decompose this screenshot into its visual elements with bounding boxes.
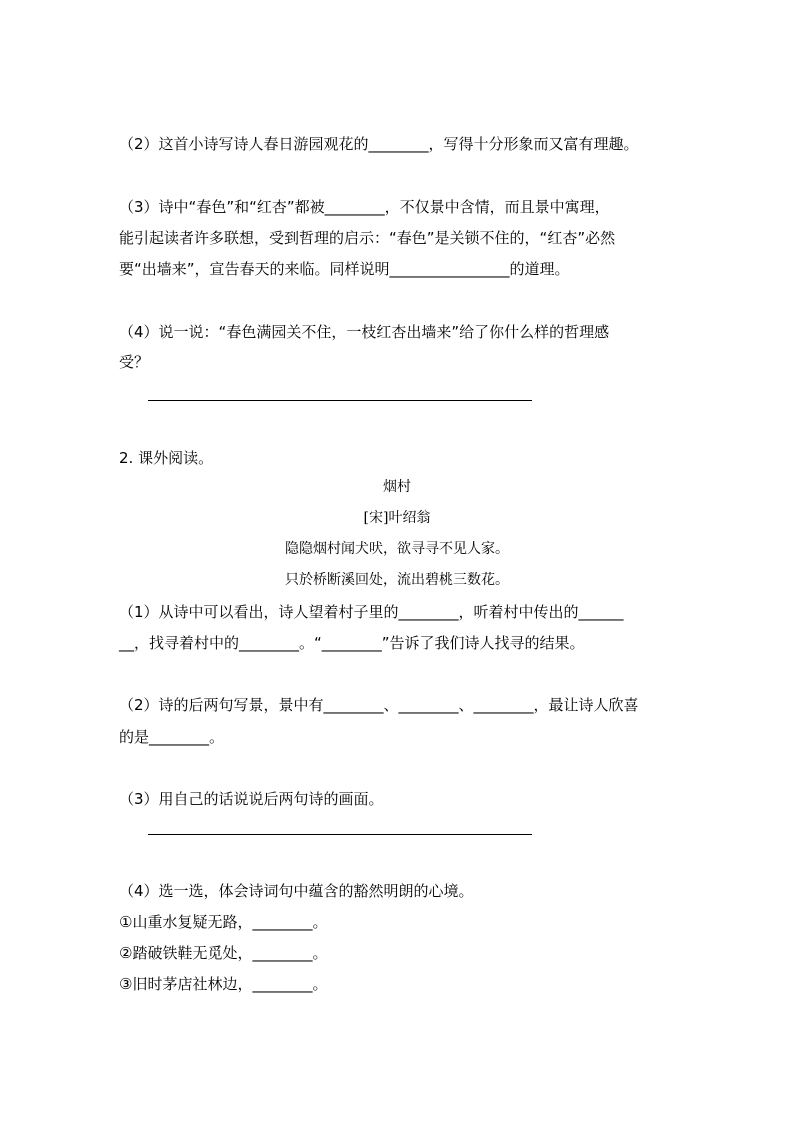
question-3-line-2: 能引起读者许多联想，受到哲理的启示：“春色”是关锁不住的，“红杏”必然	[119, 229, 616, 247]
poem-line-1: 隐隐烟村闻犬吠，欲寻寻不见人家。	[285, 541, 509, 557]
poem-question-1-line-1: （1）从诗中可以看出，诗人望着村子里的________，听着村中传出的______	[119, 603, 624, 621]
poem-title: 烟村	[383, 479, 411, 495]
answer-line-q4	[148, 400, 532, 401]
poem-question-2-line-2: 的是________。	[119, 728, 225, 746]
poem-question-1-line-2: __，找寻着村中的________。“________”告诉了我们诗人找寻的结果。	[119, 634, 585, 652]
poem-line-2: 只於桥断溪回处，流出碧桃三数花。	[285, 572, 509, 588]
option-2: ②踏破铁鞋无觅处，________。	[119, 944, 328, 962]
option-3: ③旧时茅店社林边，________。	[119, 975, 328, 993]
question-3-line-1: （3）诗中“春色”和“红杏”都被________，不仅景中含情，而且景中寓理，	[119, 198, 610, 216]
section-2-heading: 2. 课外阅读。	[119, 449, 214, 467]
poem-question-4: （4）选一选，体会诗词句中蕴含的豁然明朗的心境。	[119, 882, 474, 900]
poem-question-2-line-1: （2）诗的后两句写景，景中有________、________、________，最让诗人欣喜	[119, 696, 639, 714]
question-4-line-2: 受？	[119, 353, 150, 371]
option-1: ①山重水复疑无路，________。	[119, 913, 328, 931]
poem-author: [宋]叶绍翁	[363, 510, 431, 526]
question-4-line-1: （4）说一说：“春色满园关不住，一枝红杏出墙来”给了你什么样的哲理感	[119, 323, 610, 341]
question-3-line-3: 要“出墙来”，宣告春天的来临。同样说明________________的道理。	[119, 260, 570, 278]
question-2-text: （2）这首小诗写诗人春日游园观花的________，写得十分形象而又富有理趣。	[119, 135, 639, 153]
answer-line-poem-q3	[148, 834, 532, 835]
poem-question-3: （3）用自己的话说说后两句诗的画面。	[119, 790, 384, 808]
